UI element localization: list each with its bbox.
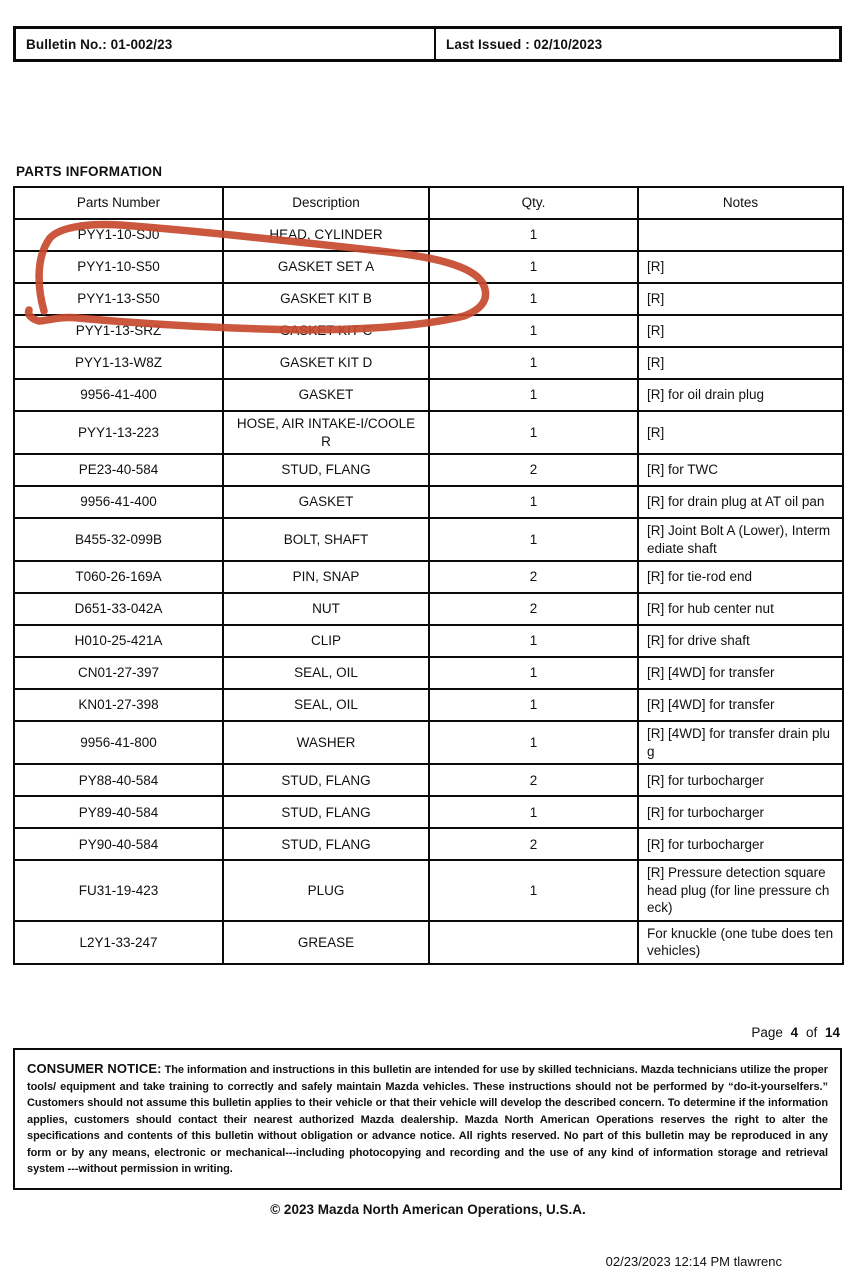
table-row (14, 283, 843, 315)
table-row (14, 561, 843, 593)
print-timestamp: 02/23/2023 12:14 PM tlawrenc (605, 1254, 782, 1269)
part-number-cell: PY89-40-584 (14, 796, 223, 828)
table-row (14, 347, 843, 379)
qty-cell: 1 (429, 486, 638, 518)
description-cell: GASKET KIT D (223, 347, 429, 379)
description-cell: SEAL, OIL (223, 657, 429, 689)
part-number-cell: D651-33-042A (14, 593, 223, 625)
table-row (14, 411, 843, 454)
qty-cell: 2 (429, 828, 638, 860)
notes-cell: [R] for drive shaft (638, 625, 843, 657)
qty-cell: 2 (429, 454, 638, 486)
description-cell: GASKET KIT B (223, 283, 429, 315)
description-cell: STUD, FLANG (223, 828, 429, 860)
table-row (14, 625, 843, 657)
part-number-cell: B455-32-099B (14, 518, 223, 561)
qty-cell: 1 (429, 283, 638, 315)
copyright-line: © 2023 Mazda North American Operations, U.S.A. (270, 1202, 586, 1217)
table-row (14, 721, 843, 764)
table-header-row (14, 187, 843, 219)
table-row (14, 657, 843, 689)
part-number-cell: PYY1-13-W8Z (14, 347, 223, 379)
part-number-cell: 9956-41-800 (14, 721, 223, 764)
table-row (14, 921, 843, 964)
description-cell: GASKET (223, 486, 429, 518)
parts-table (13, 186, 844, 965)
page-current: 4 (790, 1025, 799, 1040)
table-row (14, 315, 843, 347)
description-cell: STUD, FLANG (223, 796, 429, 828)
column-header-parts-number: Parts Number (14, 187, 223, 219)
part-number-cell: PYY1-13-S50 (14, 283, 223, 315)
description-cell: SEAL, OIL (223, 689, 429, 721)
parts-table-body (14, 219, 843, 964)
table-row (14, 764, 843, 796)
part-number-cell: PYY1-10-S50 (14, 251, 223, 283)
part-number-cell: PYY1-13-223 (14, 411, 223, 454)
bulletin-header-box (13, 26, 842, 62)
notes-cell: [R] for tie-rod end (638, 561, 843, 593)
last-issued-date: Last Issued : 02/10/2023 (446, 36, 603, 52)
table-row (14, 379, 843, 411)
table-row (14, 828, 843, 860)
notes-cell: [R] (638, 411, 843, 454)
notes-cell: [R] Pressure detection square head plug (for line pressure check) (638, 860, 843, 921)
table-row (14, 251, 843, 283)
part-number-cell: 9956-41-400 (14, 486, 223, 518)
part-number-cell: PY90-40-584 (14, 828, 223, 860)
qty-cell: 1 (429, 721, 638, 764)
description-cell: GASKET KIT C (223, 315, 429, 347)
qty-cell: 1 (429, 411, 638, 454)
part-number-cell: H010-25-421A (14, 625, 223, 657)
description-cell: BOLT, SHAFT (223, 518, 429, 561)
qty-cell: 1 (429, 860, 638, 921)
table-row (14, 593, 843, 625)
description-cell: HEAD, CYLINDER (223, 219, 429, 251)
description-cell: NUT (223, 593, 429, 625)
column-header-notes: Notes (638, 187, 843, 219)
part-number-cell: PY88-40-584 (14, 764, 223, 796)
qty-cell: 1 (429, 657, 638, 689)
qty-cell: 1 (429, 625, 638, 657)
part-number-cell: L2Y1-33-247 (14, 921, 223, 964)
consumer-notice-text (27, 1059, 828, 1178)
notes-cell (638, 219, 843, 251)
notes-cell: [R] Joint Bolt A (Lower), Intermediate shaft (638, 518, 843, 561)
part-number-cell: PYY1-10-SJ0 (14, 219, 223, 251)
qty-cell: 2 (429, 561, 638, 593)
notes-cell: [R] for turbocharger (638, 764, 843, 796)
description-cell: STUD, FLANG (223, 454, 429, 486)
qty-cell: 2 (429, 593, 638, 625)
page-of-label: of (805, 1025, 818, 1040)
qty-cell: 1 (429, 315, 638, 347)
description-cell: PIN, SNAP (223, 561, 429, 593)
notes-cell: [R] (638, 347, 843, 379)
description-cell: PLUG (223, 860, 429, 921)
table-row (14, 518, 843, 561)
qty-cell: 1 (429, 379, 638, 411)
table-row (14, 860, 843, 921)
description-cell: HOSE, AIR INTAKE-I/COOLER (223, 411, 429, 454)
notes-cell: For knuckle (one tube does ten vehicles) (638, 921, 843, 964)
table-row (14, 689, 843, 721)
notes-cell: [R] for turbocharger (638, 828, 843, 860)
notes-cell: [R] (638, 251, 843, 283)
page-label: Page (751, 1025, 783, 1040)
consumer-notice-body: The information and instructions in this bulletin are intended for use by skilled technicians. Mazda technicians utilize the proper tools/ equipment and take training to correctly and safely maintain Mazda vehicles. These instructions should not be performed by “do-it-yourselfers.” Customers should not assume this bulletin applies to their vehicle or that their vehicle will develop the described concern. To determine if the information applies, customers should contact their nearest authorized Mazda dealership. Mazda North American Operations reserves the right to alter the specifications and contents of this bulletin without obligation or advance notice. All rights reserved. No part of this bulletin may be reproduced in any form or by any means, electronic or mechanical---including photocopying and recording and the use of any kind of information storage and retrieval system ---without permission in writing. (27, 1064, 828, 1175)
column-header-qty: Qty. (429, 187, 638, 219)
part-number-cell: CN01-27-397 (14, 657, 223, 689)
notes-cell: [R] (638, 315, 843, 347)
qty-cell: 1 (429, 796, 638, 828)
notes-cell: [R] for drain plug at AT oil pan (638, 486, 843, 518)
notes-cell: [R] for TWC (638, 454, 843, 486)
part-number-cell: KN01-27-398 (14, 689, 223, 721)
part-number-cell: T060-26-169A (14, 561, 223, 593)
part-number-cell: 9956-41-400 (14, 379, 223, 411)
qty-cell: 1 (429, 251, 638, 283)
notes-cell: [R] for hub center nut (638, 593, 843, 625)
part-number-cell: PYY1-13-SRZ (14, 315, 223, 347)
consumer-notice-box (13, 1048, 842, 1190)
consumer-notice-label: CONSUMER NOTICE: (27, 1061, 162, 1076)
qty-cell: 1 (429, 347, 638, 379)
description-cell: GREASE (223, 921, 429, 964)
notes-cell: [R] [4WD] for transfer drain plug (638, 721, 843, 764)
page-total: 14 (824, 1025, 840, 1040)
description-cell: CLIP (223, 625, 429, 657)
description-cell: GASKET (223, 379, 429, 411)
description-cell: WASHER (223, 721, 429, 764)
notes-cell: [R] (638, 283, 843, 315)
notes-cell: [R] [4WD] for transfer (638, 689, 843, 721)
part-number-cell: PE23-40-584 (14, 454, 223, 486)
table-row (14, 796, 843, 828)
qty-cell: 1 (429, 219, 638, 251)
description-cell: STUD, FLANG (223, 764, 429, 796)
qty-cell: 1 (429, 689, 638, 721)
page-number (751, 1025, 840, 1040)
qty-cell: 1 (429, 518, 638, 561)
table-row (14, 219, 843, 251)
qty-cell (429, 921, 638, 964)
notes-cell: [R] for turbocharger (638, 796, 843, 828)
table-row (14, 454, 843, 486)
description-cell: GASKET SET A (223, 251, 429, 283)
table-row (14, 486, 843, 518)
notes-cell: [R] [4WD] for transfer (638, 657, 843, 689)
notes-cell: [R] for oil drain plug (638, 379, 843, 411)
column-header-description: Description (223, 187, 429, 219)
part-number-cell: FU31-19-423 (14, 860, 223, 921)
parts-information-title: PARTS INFORMATION (16, 164, 163, 179)
bulletin-number: Bulletin No.: 01-002/23 (26, 36, 173, 52)
qty-cell: 2 (429, 764, 638, 796)
